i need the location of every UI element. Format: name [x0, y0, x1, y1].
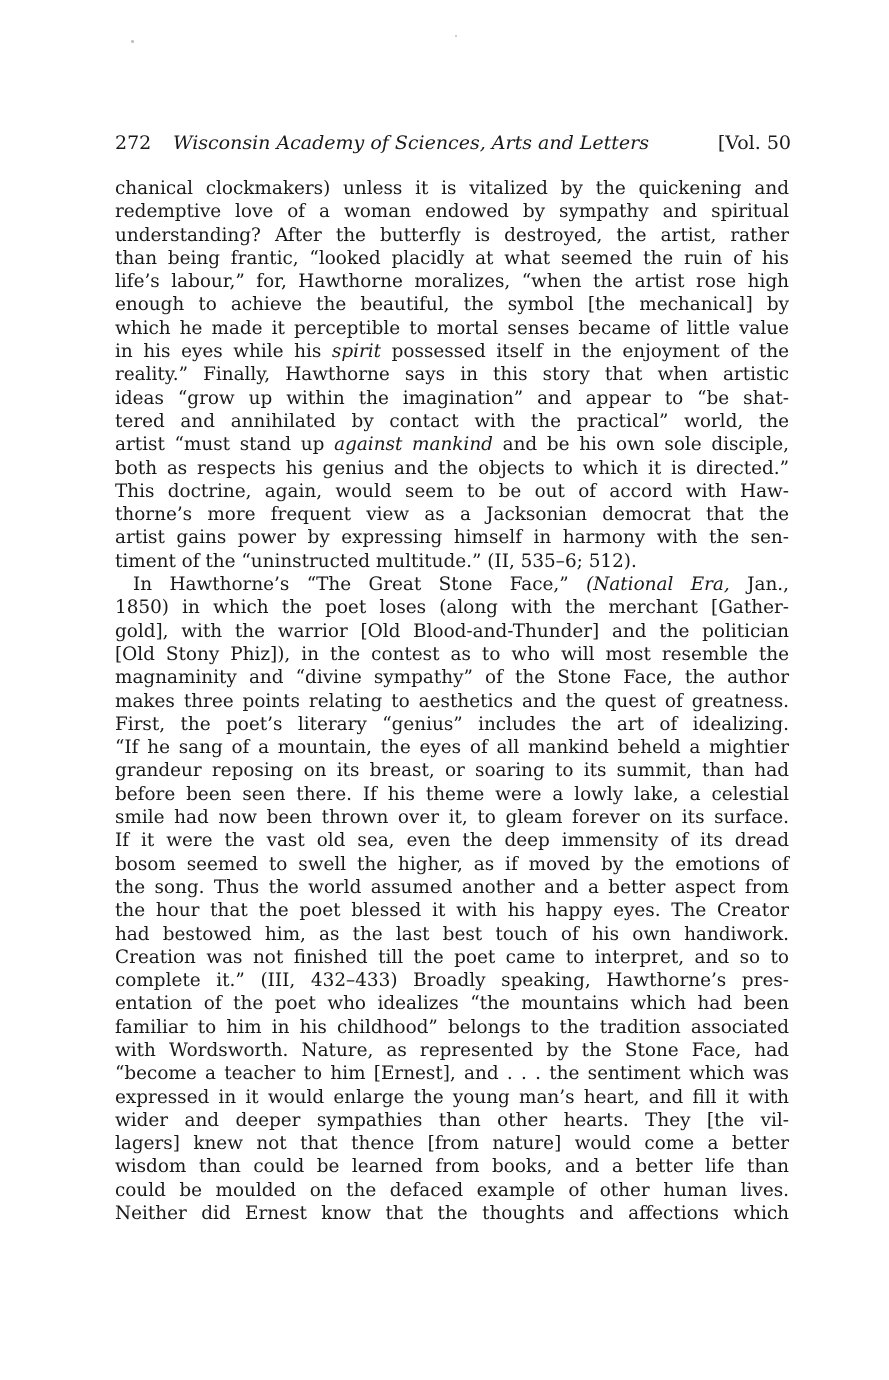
- text-line: than being frantic, “looked placidly at what seemed the ruin of his: [115, 247, 789, 269]
- text-line: Neither did Ernest know that the thoughts and affections which: [115, 1203, 789, 1225]
- text-line: artist gains power by expressing himself in harmony with the sen-: [115, 527, 789, 549]
- text-line: In Hawthorne’s “The Great Stone Face,” (National Era, Jan.,: [133, 574, 790, 596]
- text-line: “If he sang of a mountain, the eyes of all mankind beheld a mightier: [115, 737, 789, 759]
- text-line: If it were the vast old sea, even the deep immensity of its dread: [115, 830, 789, 852]
- text-line: ideas “grow up within the imagination” and appear to “be shat-: [115, 387, 789, 409]
- text-line: Creation was not finished till the poet came to interpret, and so to: [115, 946, 789, 968]
- text-line: thorne’s more frequent view as a Jacksonian democrat that the: [115, 504, 789, 526]
- journal-title: Wisconsin Academy of Sciences, Arts and Letters: [173, 132, 649, 154]
- page-number: 272: [115, 132, 152, 154]
- text-line: First, the poet’s literary “genius” includes the art of idealizing.: [115, 713, 789, 735]
- text-line: This doctrine, again, would seem to be out of accord with Haw-: [115, 480, 789, 502]
- paper-speck: [455, 35, 457, 37]
- text-line: gold], with the warrior [Old Blood-and-Thunder] and the politician: [115, 620, 789, 642]
- text-line: redemptive love of a woman endowed by sympathy and spiritual: [115, 201, 789, 223]
- text-line: 1850) in which the poet loses (along with the merchant [Gather-: [115, 597, 789, 619]
- text-line: tered and annihilated by contact with the practical” world, the: [115, 410, 789, 432]
- text-line: the song. Thus the world assumed another and a better aspect from: [115, 876, 789, 898]
- text-line: reality.” Finally, Hawthorne says in this story that when artistic: [115, 364, 789, 386]
- text-line: could be moulded on the defaced example of other human lives.: [115, 1179, 789, 1201]
- text-line: lagers] knew not that thence [from nature] would come a better: [115, 1133, 789, 1155]
- text-line: the hour that the poet blessed it with his happy eyes. The Creator: [115, 900, 789, 922]
- text-line: had bestowed him, as the last best touch of his own handiwork.: [115, 923, 789, 945]
- text-line: smile had now been thrown over it, to gleam forever on its surface.: [115, 807, 789, 829]
- text-line: expressed in it would enlarge the young man’s heart, and fill it with: [115, 1086, 789, 1108]
- text-line: wisdom than could be learned from books, and a better life than: [115, 1156, 789, 1178]
- text-line: both as respects his genius and the objects to which it is directed.”: [115, 457, 789, 479]
- text-line: understanding? After the butterfly is destroyed, the artist, rather: [115, 224, 789, 246]
- text-line: life’s labour,” for, Hawthorne moralizes, “when the artist rose high: [115, 271, 789, 293]
- text-line: familiar to him in his childhood” belongs to the tradition associated: [115, 1016, 789, 1038]
- paper-speck: [131, 40, 134, 43]
- body-text: [115, 177, 789, 1225]
- text-line: timent of the “uninstructed multitude.” (II, 535–6; 512).: [115, 550, 637, 572]
- volume-label: [Vol. 50: [717, 132, 791, 154]
- text-line: magnaminity and “divine sympathy” of the Stone Face, the author: [115, 667, 789, 689]
- text-line: complete it.” (III, 432–433) Broadly speaking, Hawthorne’s pres-: [115, 970, 789, 992]
- text-line: before been seen there. If his theme were a lowly lake, a celestial: [115, 783, 789, 805]
- text-line: entation of the poet who idealizes “the mountains which had been: [115, 993, 789, 1015]
- text-line: bosom seemed to swell the higher, as if moved by the emotions of: [115, 853, 789, 875]
- text-line: in his eyes while his spirit possessed itself in the enjoyment of the: [115, 341, 789, 363]
- text-line: makes three points relating to aesthetics and the quest of greatness.: [115, 690, 789, 712]
- text-line: grandeur reposing on its breast, or soaring to its summit, than had: [115, 760, 789, 782]
- running-head: [115, 129, 791, 157]
- text-line: “become a teacher to him [Ernest], and . . . the sentiment which was: [115, 1063, 789, 1085]
- text-line: with Wordsworth. Nature, as represented by the Stone Face, had: [115, 1039, 789, 1061]
- text-line: enough to achieve the beautiful, the symbol [the mechanical] by: [115, 294, 789, 316]
- text-line: chanical clockmakers) unless it is vitalized by the quickening and: [115, 178, 789, 199]
- text-line: wider and deeper sympathies than other hearts. They [the vil-: [115, 1109, 789, 1131]
- text-line: [Old Stony Phiz]), in the contest as to who will most resemble the: [115, 643, 789, 665]
- text-line: which he made it perceptible to mortal senses became of little value: [115, 317, 789, 339]
- text-line: artist “must stand up against mankind and be his own sole disciple,: [115, 434, 789, 456]
